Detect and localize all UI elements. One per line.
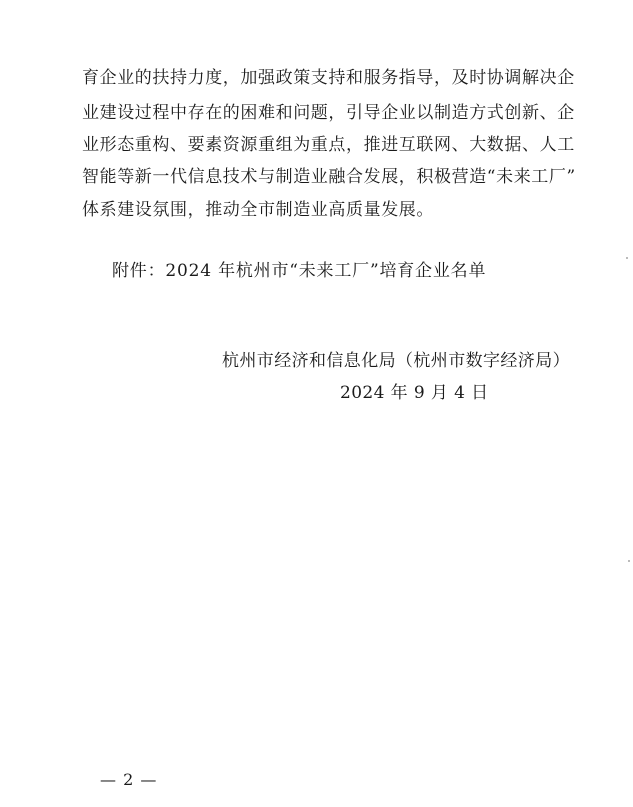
attachment-line: 附件：2024 年杭州市“未来工厂”培育企业名单 <box>112 261 487 281</box>
scan-speck <box>626 257 628 259</box>
scan-speck <box>628 560 630 562</box>
signature-date: 2024 年 9 月 4 日 <box>340 383 489 403</box>
body-line-5: 体系建设氛围，推动全市制造业高质量发展。 <box>82 200 434 220</box>
body-line-1: 育企业的扶持力度，加强政策支持和服务指导，及时协调解决企 <box>82 68 575 88</box>
body-line-2: 业建设过程中存在的困难和问题，引导企业以制造方式创新、企 <box>82 103 575 123</box>
signature-organization: 杭州市经济和信息化局（杭州市数字经济局） <box>222 351 570 371</box>
body-line-4: 智能等新一代信息技术与制造业融合发展，积极营造“未来工厂” <box>82 167 576 187</box>
page-number: — 2 — <box>100 770 158 789</box>
body-line-3: 业形态重构、要素资源重组为重点，推进互联网、大数据、人工 <box>82 135 575 155</box>
